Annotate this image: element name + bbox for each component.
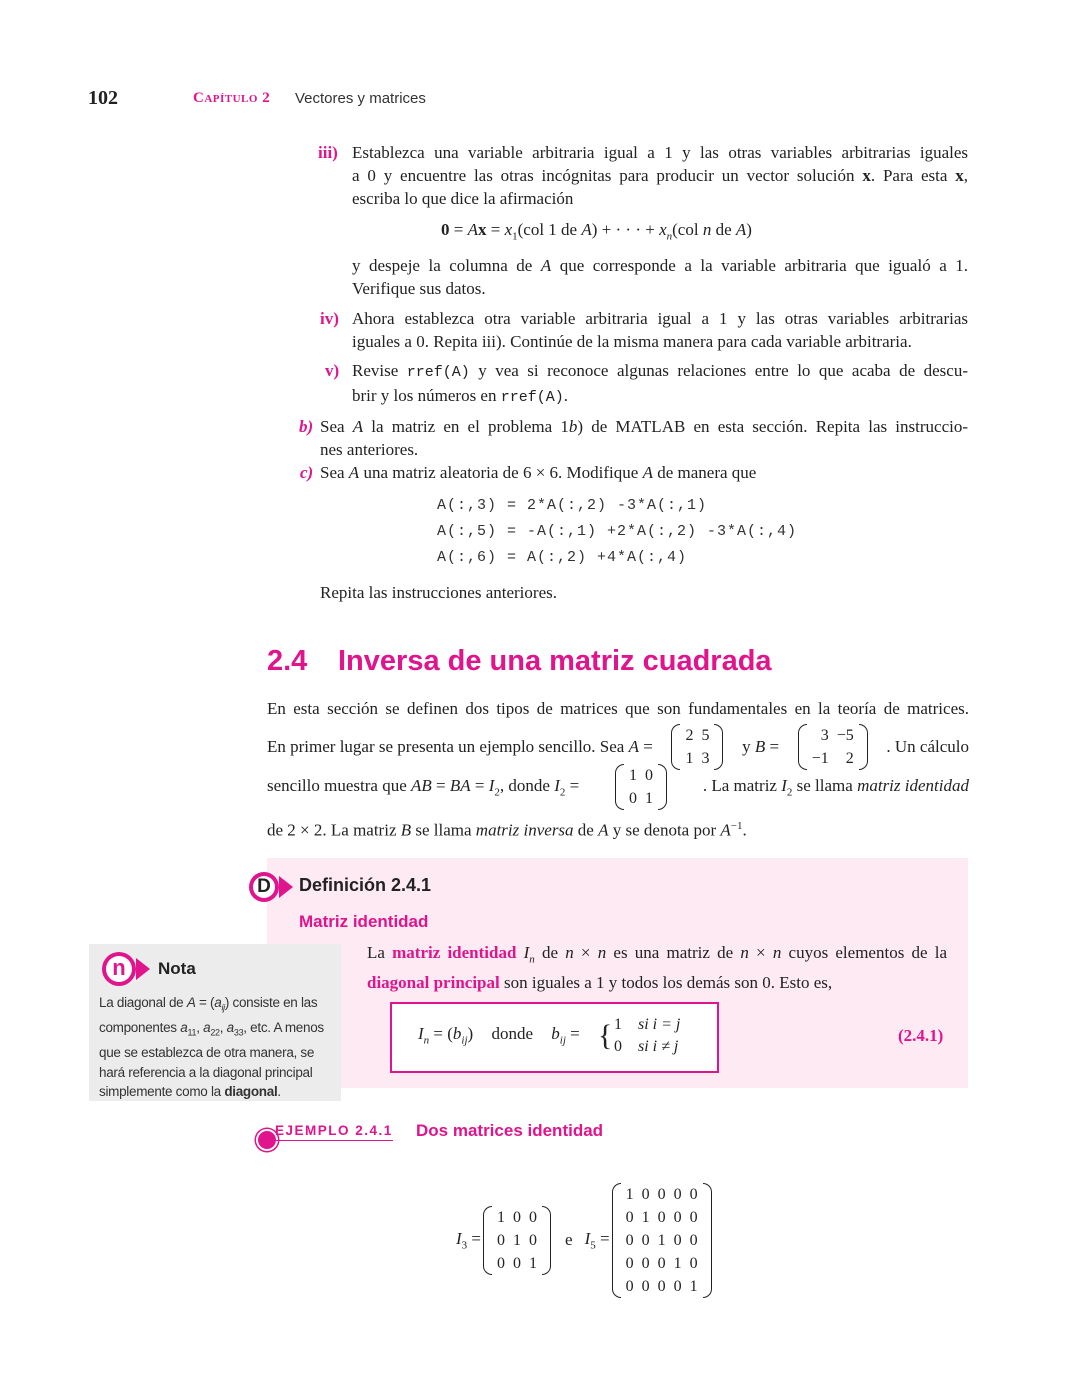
item-b-text: Sea A la matriz en el problema 1b) de MATLAB en esta sección. Repita las instruccio- nes anteriores. — [320, 417, 969, 459]
code-line-2: A(:,5) = -A(:,1) +2*A(:,2) -3*A(:,4) — [437, 523, 798, 540]
definition-equation: $I_n = (b_{ij})$ donde $b_{ij}$ = — [418, 1024, 580, 1047]
item-c-text: Sea A una matriz aleatoria de 6 × 6. Modifique A de manera que — [320, 463, 757, 482]
page-number: 102 — [88, 87, 118, 109]
item-c-repeat: Repita las instrucciones anteriores. — [320, 583, 557, 602]
equation-linear-combination: $0 = Ax = x_1(col$ 1 de A) + · · · + $x_n(col$ n de A) — [441, 220, 752, 243]
definition-d-icon: D — [249, 872, 279, 902]
matrix-I5: 1 0 0 0 0 0 1 0 0 0 0 0 1 0 0 0 0 0 1 0 0 0 0 0 1 — [612, 1183, 712, 1298]
note-title: Nota — [158, 959, 196, 978]
section-number: 2.4 — [267, 645, 308, 677]
note-n-icon: n — [102, 952, 136, 986]
section-paragraph-2: En primer lugar se presenta un ejemplo sencillo. Sea A = 2 5 1 3 y B = 3 −5 −1 2 . Un cálculo — [267, 718, 969, 776]
definition-arrow-icon — [279, 876, 293, 898]
item-iv-label: iv) — [320, 309, 339, 328]
definition-label: Definición 2.4.1 — [299, 875, 432, 895]
note-arrow-icon — [136, 958, 150, 980]
section-title: Inversa de una matriz cuadrada — [338, 645, 772, 677]
note-text: La diagonal de $A = (a_{ij})$ consiste en las componentes $a_{11}$, $a_{22}$, $a_{33}$, etc. A menos que se establezca de otra manera, se hará referencia a la diagonal principal simplemente como la diagonal. — [99, 995, 324, 1100]
example-title: Dos matrices identidad — [416, 1121, 604, 1140]
item-iv-text: Ahora establezca otra variable arbitraria igual a 1 y las otras variables arbitrarias iguales a 0. Repita iii). Continúe de la misma manera para cada variable arbitraria. — [352, 309, 968, 351]
code-line-3: A(:,6) = A(:,2) +4*A(:,4) — [437, 549, 688, 566]
item-b-label: b) — [299, 417, 314, 436]
matrix-I3: 1 0 0 0 1 0 0 0 1 — [483, 1206, 551, 1275]
equation-number: (2.4.1) — [898, 1026, 944, 1045]
section-paragraph-1: En esta sección se definen dos tipos de matrices que son fundamentales en la teoría de matrices. — [267, 699, 969, 718]
example-label: EJEMPLO 2.4.1 — [275, 1123, 393, 1141]
chapter-title: Vectores y matrices — [295, 90, 426, 107]
example-conjunction: e — [565, 1230, 573, 1249]
chapter-label: Capítulo 2 — [193, 90, 271, 106]
matrix-A: 2 5 1 3 — [671, 724, 723, 770]
item-iii-after: y despeje la columna de A que corresponde a la variable arbitraria que igualó a 1. Verifique sus datos. — [352, 256, 968, 298]
definition-cases: 1 si i = j 0 si i ≠ j — [614, 1016, 681, 1055]
item-v-label: v) — [325, 361, 340, 380]
item-iii-label: iii) — [318, 143, 338, 162]
code-line-1: A(:,3) = 2*A(:,2) -3*A(:,1) — [437, 497, 708, 514]
example-matrices: $I_3$ = 1 0 0 0 1 0 0 0 1 e $I_5$ = 1 0 0 0 0 0 1 0 0 0 0 0 1 0 0 0 0 0 1 0 0 0 0 0 1 — [456, 1170, 786, 1310]
definition-equation-box — [390, 1002, 719, 1073]
item-c-label: c) — [300, 463, 314, 482]
cases-brace: { — [598, 1019, 613, 1052]
definition-subtitle: Matriz identidad — [299, 912, 429, 931]
section-paragraph-4: de 2 × 2. La matriz B se llama matriz inversa de A y se denota por $A^{-1}$. — [267, 820, 747, 840]
section-paragraph-3: sencillo muestra que AB = BA = $I_2$, donde $I_2$ = 1 0 0 1 . La matriz $I_2$ se llama matriz identidad — [267, 758, 969, 816]
item-v-text: Revise rref(A) y vea si reconoce algunas relaciones entre lo que acaba de descu- brir y los números en rref(A). — [352, 361, 968, 406]
item-iii-text: Establezca una variable arbitraria igual a 1 y las otras variables arbitrarias iguales a 0 y encuentre las otras incógnitas para producir un vector solución x. Para esta x, escriba lo que dice la afirmación — [352, 143, 968, 208]
matrix-I2: 1 0 0 1 — [615, 764, 667, 810]
matrix-B: 3 −5 −1 2 — [798, 724, 868, 770]
definition-text: La matriz identidad $I_n$ de n × n es una matriz de n × n cuyos elementos de la diagonal principal son iguales a 1 y todos los demás son 0. Esto es, — [367, 943, 948, 993]
